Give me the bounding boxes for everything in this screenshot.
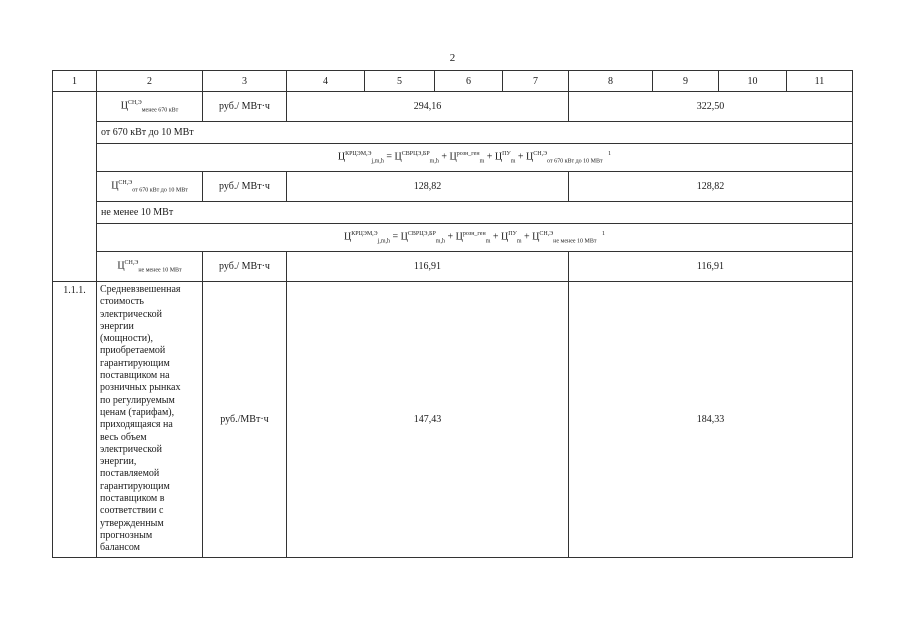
description-line: розничных рынках bbox=[100, 382, 181, 394]
description-line: ценам (тарифам), bbox=[100, 406, 175, 418]
description-line: соответствии с bbox=[100, 505, 164, 517]
description-line: поставщиком в bbox=[100, 493, 165, 505]
col-header-1: 1 bbox=[53, 71, 97, 92]
value-cell-a: 294,16 bbox=[287, 92, 569, 122]
description-line: стоимость bbox=[100, 296, 144, 308]
description-line: по регулируемым bbox=[100, 394, 175, 406]
table-row-lt670 bbox=[53, 92, 853, 122]
col-header-3: 3 bbox=[203, 71, 287, 92]
description-line: электрической bbox=[100, 308, 162, 320]
table-row-ge10 bbox=[53, 252, 853, 282]
description-line: (мощности), bbox=[100, 333, 153, 345]
empty-number-cell bbox=[53, 92, 97, 282]
value-cell-b: 128,82 bbox=[569, 172, 853, 202]
value-cell-a: 116,91 bbox=[287, 252, 569, 282]
symbol-cell bbox=[97, 172, 203, 202]
formula-row-ge10 bbox=[53, 224, 853, 252]
row-description bbox=[97, 282, 203, 558]
symbol-cell bbox=[97, 92, 203, 122]
col-header-2: 2 bbox=[97, 71, 203, 92]
row-number: 1.1.1. bbox=[53, 282, 97, 558]
col-header-7: 7 bbox=[503, 71, 569, 92]
unit-cell: руб./МВт·ч bbox=[203, 282, 287, 558]
price-formula: $Ц^{КРЦЭМ,Э}_{j,m,h} = Ц^{СВРЦЭ,БР}_{m,h} + Ц^{розн\_ген}_m + Ц^{ПУ}_m + Ц^{СН,Э}_{от 670 кВт до 10 МВт}$ $^1$ bbox=[97, 144, 853, 172]
col-header-6: 6 bbox=[435, 71, 503, 92]
value-cell-b: 184,33 bbox=[569, 282, 853, 558]
value-cell-b: 322,50 bbox=[569, 92, 853, 122]
description-line: приобретаемой bbox=[100, 345, 166, 357]
description-line: весь объем bbox=[100, 431, 147, 443]
formula-row-670-10 bbox=[53, 144, 853, 172]
description-line: гарантирующим bbox=[100, 357, 170, 369]
price-symbol: $Ц^{СН,Э}_{не менее 10 МВт}$ bbox=[117, 259, 182, 274]
description-line: утвержденным bbox=[100, 517, 164, 529]
band-row-ge10 bbox=[53, 202, 853, 224]
page-number: 2 bbox=[449, 52, 456, 64]
band-row-670-10 bbox=[53, 122, 853, 144]
footnote-marker: 1 bbox=[602, 230, 606, 237]
price-symbol: $Ц^{СН,Э}_{менее 670 кВт}$ bbox=[120, 99, 179, 114]
price-formula: $Ц^{КРЦЭМ,Э}_{j,m,h} = Ц^{СВРЦЭ,БР}_{m,h} + Ц^{розн\_ген}_m + Ц^{ПУ}_m + Ц^{СН,Э}_{не менее 10 МВт}$ $^1$ bbox=[97, 224, 853, 252]
price-symbol: $Ц^{СН,Э}_{от 670 кВт до 10 МВт}$ bbox=[111, 179, 188, 194]
value-cell-a: 128,82 bbox=[287, 172, 569, 202]
col-header-9: 9 bbox=[653, 71, 719, 92]
column-number-header-row bbox=[53, 71, 853, 92]
unit-cell: руб./ МВт·ч bbox=[203, 92, 287, 122]
description-line: Средневзвешенная bbox=[100, 284, 181, 295]
band-label: не менее 10 МВт bbox=[97, 202, 853, 224]
description-line: приходящаяся на bbox=[100, 419, 173, 431]
value-cell-a: 147,43 bbox=[287, 282, 569, 558]
description-line: поставщиком на bbox=[100, 370, 170, 382]
unit-cell: руб./ МВт·ч bbox=[203, 172, 287, 202]
description-line: электрической bbox=[100, 443, 162, 455]
description-line: поставляемой bbox=[100, 468, 160, 480]
description-line: прогнозным bbox=[100, 529, 153, 541]
unit-cell: руб./ МВт·ч bbox=[203, 252, 287, 282]
col-header-4: 4 bbox=[287, 71, 365, 92]
footnote-marker: 1 bbox=[608, 150, 612, 157]
band-label: от 670 кВт до 10 МВт bbox=[97, 122, 853, 144]
col-header-11: 11 bbox=[787, 71, 853, 92]
tariff-table bbox=[52, 70, 853, 558]
col-header-10: 10 bbox=[719, 71, 787, 92]
col-header-5: 5 bbox=[365, 71, 435, 92]
col-header-8: 8 bbox=[569, 71, 653, 92]
description-line: балансом bbox=[100, 542, 140, 554]
table-row-1-1-1 bbox=[53, 282, 853, 558]
symbol-cell bbox=[97, 252, 203, 282]
description-line: энергии bbox=[100, 320, 134, 332]
description-line: гарантирующим bbox=[100, 480, 170, 492]
description-line: энергии, bbox=[100, 456, 137, 468]
value-cell-b: 116,91 bbox=[569, 252, 853, 282]
table-row-670-10 bbox=[53, 172, 853, 202]
